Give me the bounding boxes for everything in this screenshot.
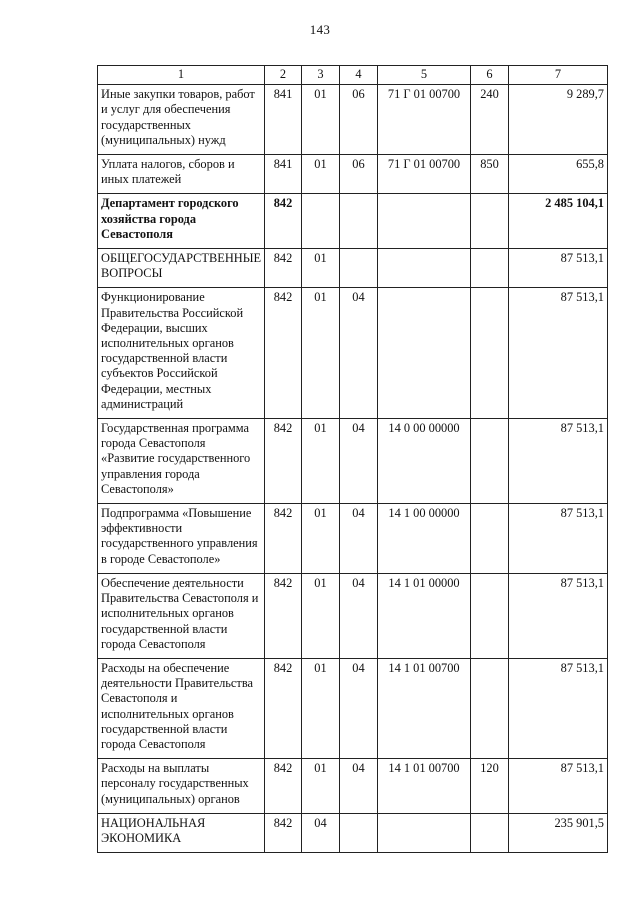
row-name: Иные закупки товаров, работ и услуг для обеспечения государственных (муниципальных) нужд: [98, 85, 265, 155]
table-row: [98, 155, 608, 194]
code-6: [471, 288, 509, 419]
amount: 87 513,1: [509, 419, 608, 504]
code-3: 01: [302, 658, 340, 758]
code-3: 01: [302, 573, 340, 658]
amount: 9 289,7: [509, 85, 608, 155]
header-cell-2: 2: [265, 66, 302, 85]
code-4: 04: [340, 504, 378, 574]
code-3: 01: [302, 504, 340, 574]
code-4: [340, 249, 378, 288]
budget-table: [97, 65, 608, 853]
amount: 87 513,1: [509, 288, 608, 419]
code-2: 842: [265, 813, 302, 852]
table-row: [98, 759, 608, 814]
header-cell-5: 5: [378, 66, 471, 85]
amount: 87 513,1: [509, 504, 608, 574]
row-name: Функционирование Правительства Российской Федерации, высших исполнительных органов государственной власти субъектов Российской Федерации, местных администраций: [98, 288, 265, 419]
row-name: Обеспечение деятельности Правительства Севастополя и исполнительных органов государственной власти города Севастополя: [98, 573, 265, 658]
code-3: 01: [302, 85, 340, 155]
code-2: 842: [265, 419, 302, 504]
code-2: 842: [265, 573, 302, 658]
code-3: [302, 194, 340, 249]
row-name: Уплата налогов, сборов и иных платежей: [98, 155, 265, 194]
code-6: 850: [471, 155, 509, 194]
code-2: 841: [265, 155, 302, 194]
code-2: 842: [265, 759, 302, 814]
code-4: 06: [340, 155, 378, 194]
row-name: Подпрограмма «Повышение эффективности государственного управления в городе Севастополе»: [98, 504, 265, 574]
code-3: 01: [302, 155, 340, 194]
code-4: 04: [340, 658, 378, 758]
row-name: Расходы на выплаты персоналу государственных (муниципальных) органов: [98, 759, 265, 814]
table-row: [98, 249, 608, 288]
table-row: [98, 85, 608, 155]
code-5: [378, 249, 471, 288]
table-row: [98, 504, 608, 574]
header-cell-6: 6: [471, 66, 509, 85]
amount: 87 513,1: [509, 249, 608, 288]
header-cell-4: 4: [340, 66, 378, 85]
code-4: 06: [340, 85, 378, 155]
code-3: 01: [302, 759, 340, 814]
code-6: [471, 813, 509, 852]
code-5: [378, 288, 471, 419]
code-2: 842: [265, 194, 302, 249]
code-5: 71 Г 01 00700: [378, 85, 471, 155]
page-number: 143: [309, 22, 331, 37]
code-5: 14 1 01 00700: [378, 759, 471, 814]
code-2: 842: [265, 288, 302, 419]
amount: 87 513,1: [509, 573, 608, 658]
amount: 87 513,1: [509, 658, 608, 758]
table-row: [98, 573, 608, 658]
code-4: 04: [340, 573, 378, 658]
code-5: [378, 194, 471, 249]
table-row: [98, 419, 608, 504]
amount: 235 901,5: [509, 813, 608, 852]
row-name: Расходы на обеспечение деятельности Правительства Севастополя и исполнительных органов государственной власти города Севастополя: [98, 658, 265, 758]
code-2: 842: [265, 658, 302, 758]
row-name: ОБЩЕГОСУДАРСТВЕННЫЕ ВОПРОСЫ: [98, 249, 265, 288]
code-3: 01: [302, 419, 340, 504]
code-5: 14 0 00 00000: [378, 419, 471, 504]
code-4: [340, 813, 378, 852]
header-cell-7: 7: [509, 66, 608, 85]
table-row: [98, 658, 608, 758]
header-row: [98, 66, 608, 85]
code-4: 04: [340, 419, 378, 504]
code-5: 14 1 00 00000: [378, 504, 471, 574]
header-cell-1: 1: [98, 66, 265, 85]
code-6: [471, 573, 509, 658]
row-name: НАЦИОНАЛЬНАЯ ЭКОНОМИКА: [98, 813, 265, 852]
code-5: [378, 813, 471, 852]
table-row: [98, 813, 608, 852]
code-6: 120: [471, 759, 509, 814]
code-5: 14 1 01 00000: [378, 573, 471, 658]
code-6: 240: [471, 85, 509, 155]
code-4: 04: [340, 759, 378, 814]
code-3: 01: [302, 249, 340, 288]
amount: 655,8: [509, 155, 608, 194]
code-6: [471, 249, 509, 288]
row-name: Государственная программа города Севастополя «Развитие государственного управления города Севастополя»: [98, 419, 265, 504]
code-5: 14 1 01 00700: [378, 658, 471, 758]
code-6: [471, 194, 509, 249]
code-3: 01: [302, 288, 340, 419]
code-4: [340, 194, 378, 249]
code-6: [471, 419, 509, 504]
code-3: 04: [302, 813, 340, 852]
code-6: [471, 504, 509, 574]
row-name: Департамент городского хозяйства города Севастополя: [98, 194, 265, 249]
table-row: [98, 194, 608, 249]
code-4: 04: [340, 288, 378, 419]
code-2: 842: [265, 504, 302, 574]
code-2: 841: [265, 85, 302, 155]
code-6: [471, 658, 509, 758]
amount: 2 485 104,1: [509, 194, 608, 249]
table-row: [98, 288, 608, 419]
code-2: 842: [265, 249, 302, 288]
code-5: 71 Г 01 00700: [378, 155, 471, 194]
amount: 87 513,1: [509, 759, 608, 814]
header-cell-3: 3: [302, 66, 340, 85]
